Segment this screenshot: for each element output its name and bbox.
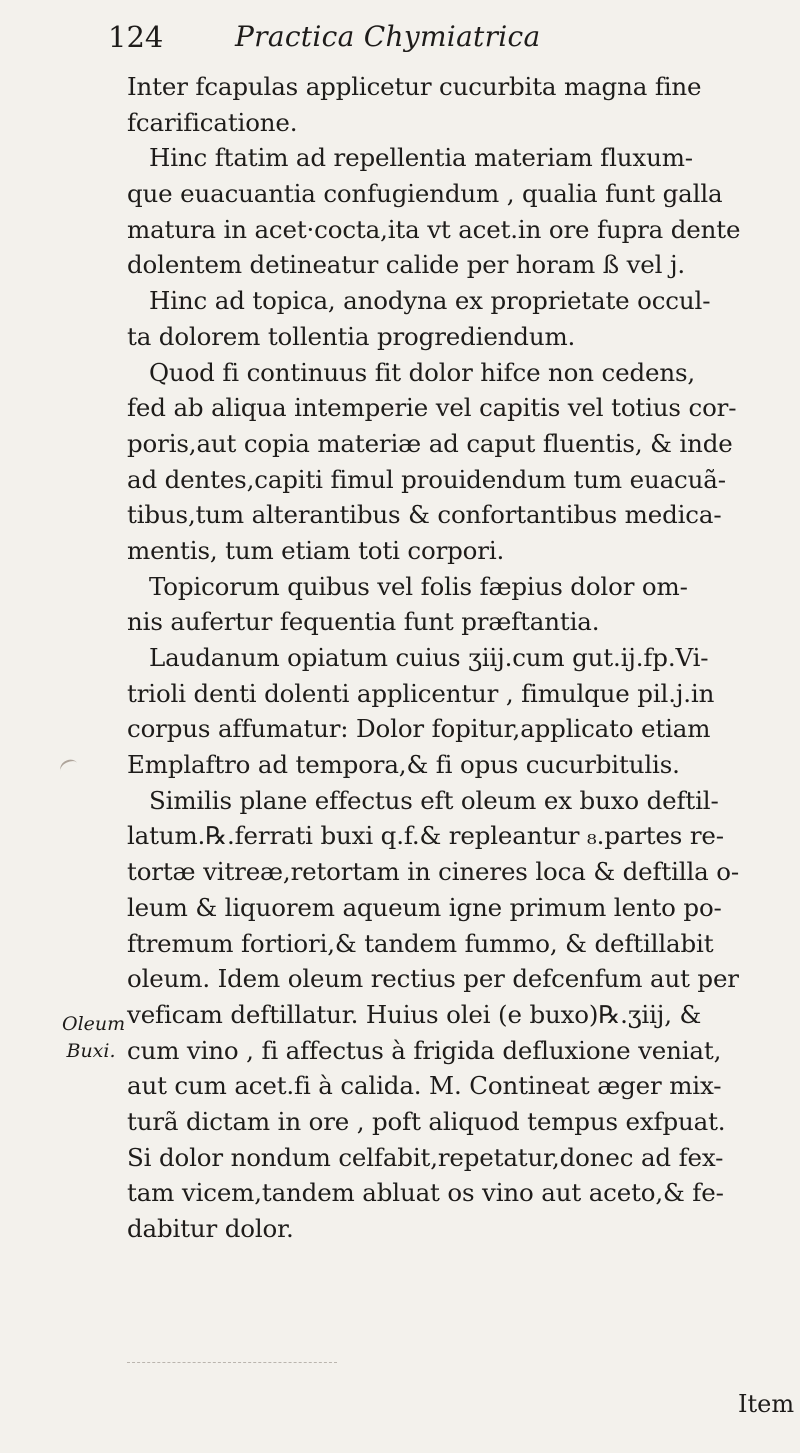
text-line: dabitur dolor. bbox=[127, 1214, 294, 1243]
catchword: Item bbox=[738, 1390, 795, 1418]
text-line: Topicorum quibus vel folis fæpius dolor om- bbox=[149, 571, 688, 601]
text-line: poris,aut copia materiæ ad caput fluentis, & inde bbox=[127, 428, 733, 458]
marginal-note-line: Oleum bbox=[62, 1013, 126, 1035]
text-line: ftremum fortiori,& tandem fummo, & deftillabit bbox=[127, 928, 714, 958]
text-line: tam vicem,tandem abluat os vino aut aceto,& fe- bbox=[127, 1178, 724, 1208]
text-line: Hinc ftatim ad repellentia materiam fluxum- bbox=[149, 143, 693, 173]
text-line: Laudanum opiatum cuius ʒiij.cum gut.ij.fp.Vi- bbox=[149, 643, 709, 672]
body-text bbox=[127, 69, 787, 1247]
text-line: Inter fcapulas applicetur cucurbita magna fine bbox=[127, 72, 702, 101]
text-line: dolentem detineatur calide per horam ß vel j. bbox=[127, 250, 686, 280]
text-line: que euacuantia confugiendum , qualia funt galla bbox=[127, 179, 723, 209]
text-line: matura in acet·cocta,ita vt acet.in ore fupra dente bbox=[127, 214, 741, 244]
text-line: tibus,tum alterantibus & confortantibus medica- bbox=[127, 500, 722, 530]
text-line: latum.℞.ferrati buxi q.f.& repleantur ₈.partes re- bbox=[127, 821, 724, 851]
text-line: fed ab aliqua intemperie vel capitis vel totius cor- bbox=[127, 393, 737, 423]
text-line: fcarificatione. bbox=[127, 107, 298, 137]
text-line: corpus affumatur: Dolor fopitur,applicato etiam bbox=[127, 714, 711, 744]
text-line: veficam deftillatur. Huius olei (e buxo)℞.ʒiij, & bbox=[127, 999, 702, 1029]
running-title: Practica Chymiatrica bbox=[235, 20, 541, 53]
text-line: Quod fi continuus fit dolor hifce non cedens, bbox=[149, 357, 696, 387]
text-line: nis aufertur fequentia funt præftantia. bbox=[127, 607, 600, 637]
marginal-note-line: Buxi. bbox=[66, 1040, 116, 1062]
text-line: cum vino , fi affectus à frigida defluxione veniat, bbox=[127, 1035, 722, 1065]
ink-stain bbox=[58, 757, 80, 777]
text-line: aut cum acet.fi à calida. M. Contineat æger mix- bbox=[127, 1071, 722, 1101]
text-line: ad dentes,capiti fimul prouidendum tum euacuã- bbox=[127, 464, 726, 494]
text-line: trioli denti dolenti applicentur , fimulque pil.j.in bbox=[127, 678, 715, 708]
text-line: mentis, tum etiam toti corpori. bbox=[127, 535, 505, 565]
text-line: Similis plane effectus eft oleum ex buxo deftil- bbox=[149, 785, 719, 815]
text-line: ta dolorem tollentia progrediendum. bbox=[127, 321, 576, 351]
text-line: Hinc ad topica, anodyna ex proprietate occul- bbox=[149, 286, 711, 316]
text-line: tortæ vitreæ,retortam in cineres loca & deftilla o- bbox=[127, 857, 739, 887]
page-number: 124 bbox=[108, 20, 164, 54]
text-line: leum & liquorem aqueum igne primum lento po- bbox=[127, 892, 722, 922]
running-head bbox=[108, 12, 708, 62]
text-line: Emplaftro ad tempora,& fi opus cucurbitulis. bbox=[127, 750, 680, 780]
text-line: oleum. Idem oleum rectius per defcenfum aut per bbox=[127, 964, 739, 994]
text-line: Si dolor nondum celfabit,repetatur,donec ad fex- bbox=[127, 1142, 724, 1172]
text-line: turã dictam in ore , poft aliquod tempus exfpuat. bbox=[127, 1106, 726, 1136]
faint-rule bbox=[127, 1362, 337, 1363]
marginal-note bbox=[62, 1011, 126, 1065]
